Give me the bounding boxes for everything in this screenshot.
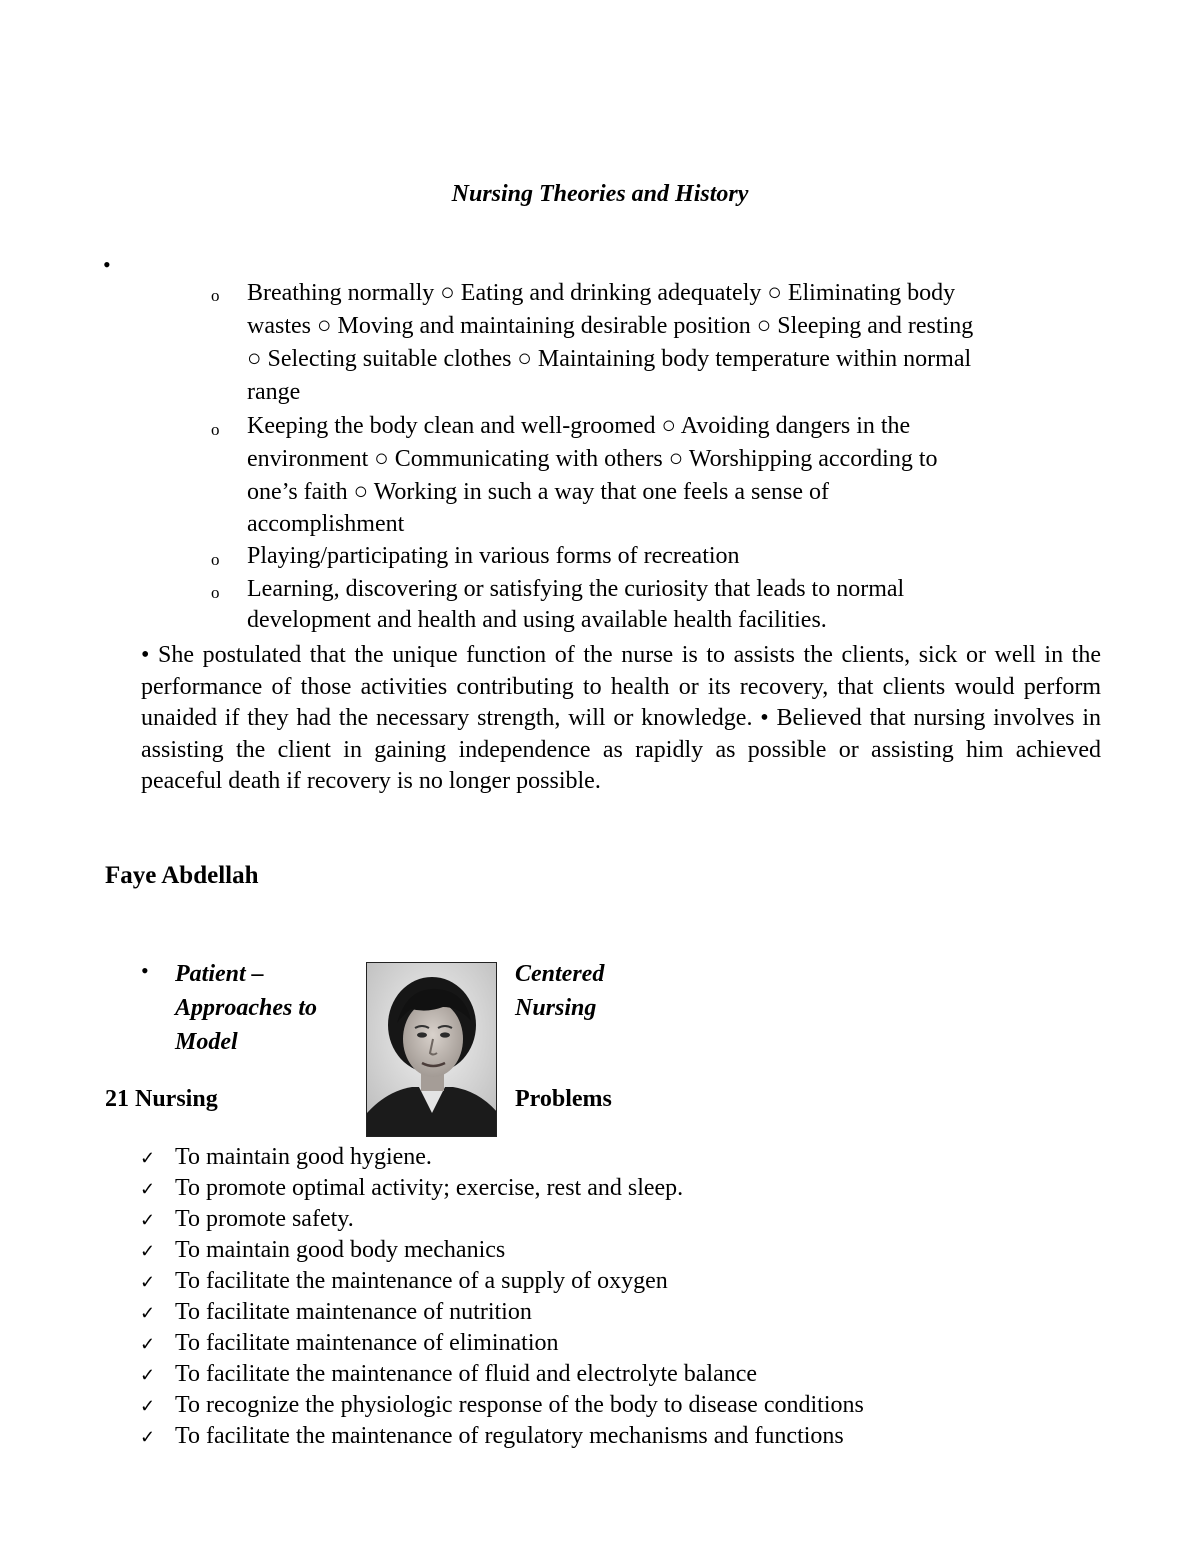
checklist-item-text: To promote safety. bbox=[175, 1206, 354, 1232]
activity-line: development and health and using available health facilities. bbox=[247, 607, 827, 633]
checkmark-icon: ✓ bbox=[140, 1427, 156, 1447]
checkmark-icon: ✓ bbox=[140, 1334, 156, 1354]
activity-line: Learning, discovering or satisfying the curiosity that leads to normal bbox=[247, 576, 905, 602]
activity-line: accomplishment bbox=[247, 511, 405, 537]
model-text-left-1: Patient – bbox=[175, 961, 264, 987]
section-heading: Faye Abdellah bbox=[105, 862, 259, 889]
problems-label-left: 21 Nursing bbox=[105, 1086, 218, 1112]
checklist-item bbox=[140, 1297, 864, 1328]
model-text-right-2: Nursing bbox=[515, 995, 597, 1021]
checklist-item-text: To facilitate the maintenance of regulatory mechanisms and functions bbox=[175, 1423, 844, 1449]
checklist-item bbox=[140, 1421, 864, 1452]
checklist-item-text: To promote optimal activity; exercise, rest and sleep. bbox=[175, 1175, 684, 1201]
model-text-right-1: Centered bbox=[515, 961, 605, 987]
checkmark-icon: ✓ bbox=[140, 1272, 156, 1292]
sub-bullet-marker: o bbox=[211, 583, 220, 602]
document-title: Nursing Theories and History bbox=[451, 181, 749, 207]
checklist-item bbox=[140, 1359, 864, 1390]
checklist-item bbox=[140, 1266, 864, 1297]
checklist-item bbox=[140, 1328, 864, 1359]
portrait-image bbox=[367, 963, 497, 1137]
bullet-marker: • bbox=[103, 252, 111, 277]
model-text-left-2: Approaches to bbox=[175, 995, 318, 1021]
checkmark-icon: ✓ bbox=[140, 1241, 156, 1261]
sub-bullet-marker: o bbox=[211, 420, 220, 439]
problems-label-right: Problems bbox=[515, 1086, 612, 1112]
activity-line: Playing/participating in various forms of recreation bbox=[247, 543, 740, 569]
checklist-item bbox=[140, 1204, 864, 1235]
checklist-item-text: To maintain good hygiene. bbox=[175, 1144, 432, 1170]
checklist-item-text: To maintain good body mechanics bbox=[175, 1237, 506, 1263]
checkmark-icon: ✓ bbox=[140, 1148, 156, 1168]
checkmark-icon: ✓ bbox=[140, 1303, 156, 1323]
checklist-item bbox=[140, 1142, 864, 1173]
checklist-item bbox=[140, 1390, 864, 1421]
activity-line: wastes ○ Moving and maintaining desirable position ○ Sleeping and resting bbox=[247, 313, 974, 339]
activity-line: Breathing normally ○ Eating and drinking adequately ○ Eliminating body bbox=[247, 280, 956, 306]
activity-line: ○ Selecting suitable clothes ○ Maintaining body temperature within normal bbox=[247, 346, 972, 372]
checklist-item-text: To recognize the physiologic response of the body to disease conditions bbox=[175, 1392, 864, 1418]
checkmark-icon: ✓ bbox=[140, 1396, 156, 1416]
activity-line: environment ○ Communicating with others ○ Worshipping according to bbox=[247, 446, 938, 472]
checkmark-icon: ✓ bbox=[140, 1365, 156, 1385]
checklist-item-text: To facilitate maintenance of elimination bbox=[175, 1330, 559, 1356]
checklist-item-text: To facilitate the maintenance of a supply of oxygen bbox=[175, 1268, 668, 1294]
checkmark-icon: ✓ bbox=[140, 1210, 156, 1230]
model-bullet: • bbox=[141, 958, 149, 983]
activity-line: one’s faith ○ Working in such a way that one feels a sense of bbox=[247, 479, 829, 505]
checklist-item-text: To facilitate maintenance of nutrition bbox=[175, 1299, 532, 1325]
activity-line: Keeping the body clean and well-groomed ○ Avoiding dangers in the bbox=[247, 413, 911, 439]
checkmark-icon: ✓ bbox=[140, 1179, 156, 1199]
checklist-item bbox=[140, 1235, 864, 1266]
sub-bullet-marker: o bbox=[211, 286, 220, 305]
checklist-item bbox=[140, 1173, 864, 1204]
model-text-left-3: Model bbox=[175, 1029, 238, 1055]
paragraph-text: • She postulated that the unique function of the nurse is to assists the clients, sick or well in the performance of those activities contributing to health or its recovery, that clients would perform unaided if they had the necessary strength, will or knowledge. • Believed that nursing involves in assisting the client in gaining independence as rapidly as possible or assisting him achieved peaceful death if recovery is no longer possible. bbox=[141, 642, 1101, 794]
checklist-item-text: To facilitate the maintenance of fluid and electrolyte balance bbox=[175, 1361, 758, 1387]
sub-bullet-marker: o bbox=[211, 550, 220, 569]
body-paragraph bbox=[141, 640, 1101, 798]
activity-line: range bbox=[247, 379, 301, 405]
portrait-photo bbox=[366, 962, 497, 1137]
nursing-problems-checklist bbox=[140, 1142, 864, 1452]
